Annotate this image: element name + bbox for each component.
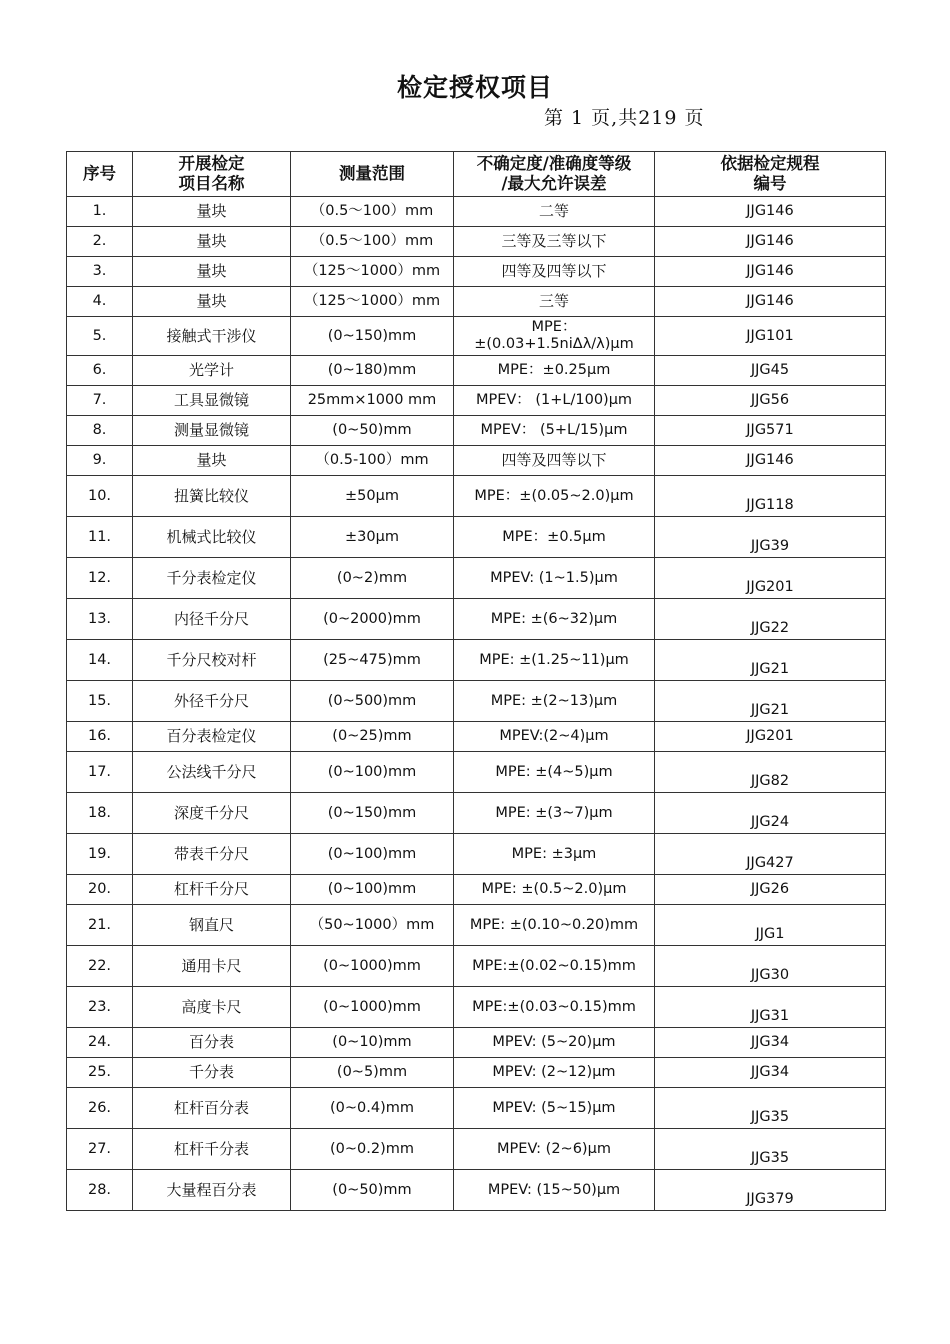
- cell-range: (0~100)mm: [291, 834, 454, 875]
- cell-accuracy: MPEV: (5~15)μm: [454, 1088, 655, 1129]
- cell-accuracy: 四等及四等以下: [454, 257, 655, 287]
- table-row: [67, 905, 886, 946]
- cell-accuracy: 二等: [454, 197, 655, 227]
- cell-accuracy: MPEV: (2~6)μm: [454, 1129, 655, 1170]
- cell-item-name: 千分表: [133, 1058, 291, 1088]
- cell-serial: 21.: [67, 905, 133, 946]
- table-row: [67, 875, 886, 905]
- cell-regulation-code: JJG31: [655, 987, 886, 1028]
- authorization-table: [66, 151, 886, 1211]
- cell-regulation-code: JJG146: [655, 446, 886, 476]
- cell-item-name: 通用卡尺: [133, 946, 291, 987]
- cell-accuracy: 三等及三等以下: [454, 227, 655, 257]
- table-row: [67, 793, 886, 834]
- cell-item-name: 接触式干涉仪: [133, 317, 291, 356]
- cell-regulation-code: JJG22: [655, 599, 886, 640]
- cell-regulation-code: JJG56: [655, 386, 886, 416]
- cell-serial: 9.: [67, 446, 133, 476]
- header-range: 测量范围: [291, 152, 454, 197]
- cell-accuracy: MPE: ±3μm: [454, 834, 655, 875]
- cell-item-name: 测量显微镜: [133, 416, 291, 446]
- cell-range: ±50μm: [291, 476, 454, 517]
- table-row: [67, 1129, 886, 1170]
- cell-accuracy: 四等及四等以下: [454, 446, 655, 476]
- cell-serial: 1.: [67, 197, 133, 227]
- page-number-info: 第 1 页,共219 页: [544, 107, 705, 129]
- cell-item-name: 机械式比较仪: [133, 517, 291, 558]
- cell-item-name: 量块: [133, 257, 291, 287]
- table-row: [67, 834, 886, 875]
- cell-serial: 16.: [67, 722, 133, 752]
- table-row: [67, 946, 886, 987]
- cell-range: 25mm×1000 mm: [291, 386, 454, 416]
- cell-regulation-code: JJG118: [655, 476, 886, 517]
- cell-serial: 28.: [67, 1170, 133, 1211]
- cell-range: (0~2000)mm: [291, 599, 454, 640]
- cell-accuracy: MPE: ±(4~5)μm: [454, 752, 655, 793]
- table-row: [67, 599, 886, 640]
- cell-regulation-code: JJG45: [655, 356, 886, 386]
- document-title: 检定授权项目: [396, 73, 553, 102]
- table-row: [67, 1088, 886, 1129]
- cell-item-name: 百分表: [133, 1028, 291, 1058]
- cell-item-name: 工具显微镜: [133, 386, 291, 416]
- cell-regulation-code: JJG30: [655, 946, 886, 987]
- cell-serial: 2.: [67, 227, 133, 257]
- cell-accuracy: MPE: ±(0.10~0.20)mm: [454, 905, 655, 946]
- cell-accuracy: MPE：±(0.05~2.0)μm: [454, 476, 655, 517]
- table-row: [67, 476, 886, 517]
- header-item-name: 开展检定 项目名称: [133, 152, 291, 197]
- cell-item-name: 量块: [133, 446, 291, 476]
- cell-range: (0~25)mm: [291, 722, 454, 752]
- cell-serial: 27.: [67, 1129, 133, 1170]
- cell-regulation-code: JJG201: [655, 558, 886, 599]
- table-row: [67, 287, 886, 317]
- cell-accuracy: MPE：±0.5μm: [454, 517, 655, 558]
- cell-accuracy: MPEV:(2~4)μm: [454, 722, 655, 752]
- cell-serial: 8.: [67, 416, 133, 446]
- cell-accuracy: MPEV: (15~50)μm: [454, 1170, 655, 1211]
- cell-regulation-code: JJG146: [655, 227, 886, 257]
- cell-range: (0~0.4)mm: [291, 1088, 454, 1129]
- table-body: [67, 197, 886, 1211]
- cell-serial: 6.: [67, 356, 133, 386]
- cell-item-name: 百分表检定仪: [133, 722, 291, 752]
- cell-regulation-code: JJG26: [655, 875, 886, 905]
- cell-item-name: 高度卡尺: [133, 987, 291, 1028]
- cell-serial: 3.: [67, 257, 133, 287]
- cell-serial: 7.: [67, 386, 133, 416]
- cell-regulation-code: JJG101: [655, 317, 886, 356]
- cell-regulation-code: JJG82: [655, 752, 886, 793]
- cell-accuracy: MPEV： (5+L/15)μm: [454, 416, 655, 446]
- cell-item-name: 外径千分尺: [133, 681, 291, 722]
- cell-item-name: 杠杆百分表: [133, 1088, 291, 1129]
- cell-item-name: 内径千分尺: [133, 599, 291, 640]
- cell-range: (0~0.2)mm: [291, 1129, 454, 1170]
- cell-range: (0~10)mm: [291, 1028, 454, 1058]
- cell-item-name: 带表千分尺: [133, 834, 291, 875]
- cell-range: （125～1000）mm: [291, 287, 454, 317]
- cell-serial: 12.: [67, 558, 133, 599]
- cell-range: (0~180)mm: [291, 356, 454, 386]
- cell-serial: 5.: [67, 317, 133, 356]
- cell-regulation-code: JJG146: [655, 197, 886, 227]
- cell-range: ±30μm: [291, 517, 454, 558]
- table-row: [67, 1028, 886, 1058]
- cell-serial: 17.: [67, 752, 133, 793]
- table-row: [67, 558, 886, 599]
- cell-regulation-code: JJG34: [655, 1058, 886, 1088]
- cell-range: (0~150)mm: [291, 317, 454, 356]
- header-serial: 序号: [67, 152, 133, 197]
- cell-item-name: 杠杆千分尺: [133, 875, 291, 905]
- cell-serial: 22.: [67, 946, 133, 987]
- table-row: [67, 227, 886, 257]
- cell-item-name: 钢直尺: [133, 905, 291, 946]
- cell-accuracy: MPE: ±(2~13)μm: [454, 681, 655, 722]
- cell-regulation-code: JJG427: [655, 834, 886, 875]
- cell-item-name: 千分尺校对杆: [133, 640, 291, 681]
- cell-item-name: 量块: [133, 287, 291, 317]
- cell-serial: 13.: [67, 599, 133, 640]
- cell-accuracy: MPE: ±(3~7)μm: [454, 793, 655, 834]
- cell-serial: 25.: [67, 1058, 133, 1088]
- cell-regulation-code: JJG39: [655, 517, 886, 558]
- cell-serial: 23.: [67, 987, 133, 1028]
- table-row: [67, 356, 886, 386]
- cell-accuracy: MPE: ±(1.25~11)μm: [454, 640, 655, 681]
- table-row: [67, 1058, 886, 1088]
- cell-regulation-code: JJG146: [655, 287, 886, 317]
- cell-serial: 20.: [67, 875, 133, 905]
- cell-regulation-code: JJG21: [655, 640, 886, 681]
- cell-regulation-code: JJG571: [655, 416, 886, 446]
- cell-accuracy: MPEV: (1~1.5)μm: [454, 558, 655, 599]
- cell-range: (0~1000)mm: [291, 987, 454, 1028]
- cell-accuracy: MPEV: (5~20)μm: [454, 1028, 655, 1058]
- table-row: [67, 640, 886, 681]
- cell-accuracy: MPE:±(0.03~0.15)mm: [454, 987, 655, 1028]
- cell-range: (0~1000)mm: [291, 946, 454, 987]
- cell-serial: 26.: [67, 1088, 133, 1129]
- cell-range: （125～1000）mm: [291, 257, 454, 287]
- table-row: [67, 722, 886, 752]
- table-row: [67, 416, 886, 446]
- cell-range: (0~150)mm: [291, 793, 454, 834]
- cell-accuracy: MPE：±0.25μm: [454, 356, 655, 386]
- table-row: [67, 257, 886, 287]
- cell-regulation-code: JJG34: [655, 1028, 886, 1058]
- table-row: [67, 446, 886, 476]
- cell-range: (0~100)mm: [291, 875, 454, 905]
- cell-accuracy: MPE:±(0.02~0.15)mm: [454, 946, 655, 987]
- cell-regulation-code: JJG379: [655, 1170, 886, 1211]
- cell-range: (0~2)mm: [291, 558, 454, 599]
- cell-item-name: 光学计: [133, 356, 291, 386]
- cell-accuracy: MPE: ±(0.5~2.0)μm: [454, 875, 655, 905]
- cell-range: (0~5)mm: [291, 1058, 454, 1088]
- cell-regulation-code: JJG35: [655, 1129, 886, 1170]
- cell-regulation-code: JJG24: [655, 793, 886, 834]
- header-regulation-code: 依据检定规程 编号: [655, 152, 886, 197]
- cell-regulation-code: JJG146: [655, 257, 886, 287]
- cell-regulation-code: JJG1: [655, 905, 886, 946]
- cell-serial: 18.: [67, 793, 133, 834]
- cell-range: (0~50)mm: [291, 1170, 454, 1211]
- cell-item-name: 扭簧比较仪: [133, 476, 291, 517]
- table-row: [67, 197, 886, 227]
- table-row: [67, 317, 886, 356]
- cell-accuracy: MPEV： (1+L/100)μm: [454, 386, 655, 416]
- cell-range: （50~1000）mm: [291, 905, 454, 946]
- table-header-row: [67, 152, 886, 197]
- cell-accuracy: 三等: [454, 287, 655, 317]
- cell-range: (0~100)mm: [291, 752, 454, 793]
- cell-accuracy: MPEV: (2~12)μm: [454, 1058, 655, 1088]
- cell-serial: 14.: [67, 640, 133, 681]
- cell-accuracy: MPE: ±(6~32)μm: [454, 599, 655, 640]
- cell-item-name: 量块: [133, 197, 291, 227]
- cell-range: （0.5～100）mm: [291, 227, 454, 257]
- cell-regulation-code: JJG201: [655, 722, 886, 752]
- cell-range: （0.5-100）mm: [291, 446, 454, 476]
- table-row: [67, 987, 886, 1028]
- table-row: [67, 752, 886, 793]
- cell-serial: 10.: [67, 476, 133, 517]
- cell-serial: 24.: [67, 1028, 133, 1058]
- cell-range: (25~475)mm: [291, 640, 454, 681]
- cell-item-name: 量块: [133, 227, 291, 257]
- cell-item-name: 杠杆千分表: [133, 1129, 291, 1170]
- cell-serial: 19.: [67, 834, 133, 875]
- cell-range: (0~500)mm: [291, 681, 454, 722]
- table-row: [67, 386, 886, 416]
- table-row: [67, 517, 886, 558]
- cell-serial: 11.: [67, 517, 133, 558]
- cell-range: (0~50)mm: [291, 416, 454, 446]
- cell-accuracy: MPE： ±(0.03+1.5niΔλ/λ)μm: [454, 317, 655, 356]
- cell-item-name: 大量程百分表: [133, 1170, 291, 1211]
- cell-item-name: 千分表检定仪: [133, 558, 291, 599]
- cell-serial: 15.: [67, 681, 133, 722]
- cell-item-name: 深度千分尺: [133, 793, 291, 834]
- cell-item-name: 公法线千分尺: [133, 752, 291, 793]
- cell-regulation-code: JJG35: [655, 1088, 886, 1129]
- cell-range: （0.5～100）mm: [291, 197, 454, 227]
- table-row: [67, 1170, 886, 1211]
- cell-serial: 4.: [67, 287, 133, 317]
- header-accuracy: 不确定度/准确度等级 /最大允许误差: [454, 152, 655, 197]
- table-row: [67, 681, 886, 722]
- cell-regulation-code: JJG21: [655, 681, 886, 722]
